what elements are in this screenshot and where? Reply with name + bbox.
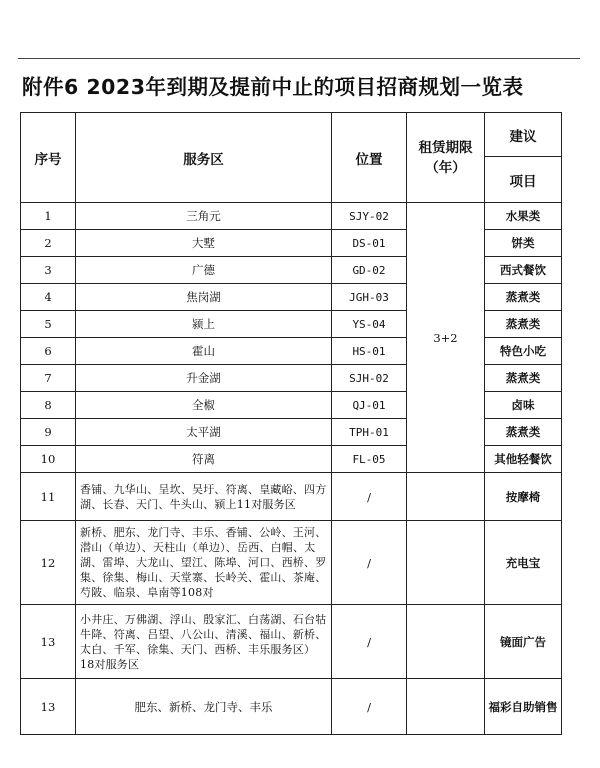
row-location: / bbox=[332, 679, 407, 735]
row-seq: 10 bbox=[21, 446, 76, 473]
row-item: 充电宝 bbox=[485, 521, 562, 605]
row-service-area: 全椒 bbox=[76, 392, 332, 419]
row-service-area: 三角元 bbox=[76, 203, 332, 230]
row-location: SJH-02 bbox=[332, 365, 407, 392]
row-item: 饼类 bbox=[485, 230, 562, 257]
row-item: 蒸煮类 bbox=[485, 365, 562, 392]
row-service-area: 颍上 bbox=[76, 311, 332, 338]
row-seq: 12 bbox=[21, 521, 76, 605]
row-service-area: 肥东、新桥、龙门寺、丰乐 bbox=[76, 679, 332, 735]
row-location: SJY-02 bbox=[332, 203, 407, 230]
table-row bbox=[21, 521, 562, 605]
row-seq: 7 bbox=[21, 365, 76, 392]
row-item: 特色小吃 bbox=[485, 338, 562, 365]
header-service-area: 服务区 bbox=[76, 113, 332, 203]
row-lease-term-empty bbox=[407, 473, 485, 521]
header-seq: 序号 bbox=[21, 113, 76, 203]
row-location: DS-01 bbox=[332, 230, 407, 257]
row-seq: 4 bbox=[21, 284, 76, 311]
row-seq: 8 bbox=[21, 392, 76, 419]
header-lease-term bbox=[407, 113, 485, 203]
row-service-area: 香铺、九华山、呈坎、吴圩、符离、皇藏峪、四方湖、长春、天门、牛头山、颍上11对服务区 bbox=[76, 473, 332, 521]
row-service-area: 小井庄、万佛湖、浮山、殷家汇、白荡湖、石台牯牛降、符离、吕望、八公山、清溪、福山、新桥、太白、千军、徐集、天门、西桥、丰乐服务区）18对服务区 bbox=[76, 605, 332, 679]
row-location: FL-05 bbox=[332, 446, 407, 473]
row-service-area: 新桥、肥东、龙门寺、丰乐、香铺、公岭、王河、潜山（单边）、天柱山（单边）、岳西、白帽、太湖、雷埠、大龙山、望江、陈埠、河口、西桥、罗集、徐集、梅山、天堂寨、长岭关、霍山、茶庵、芍陂、临泉、阜南等108对 bbox=[76, 521, 332, 605]
row-location: HS-01 bbox=[332, 338, 407, 365]
top-rule bbox=[18, 58, 580, 59]
row-service-area: 焦岗湖 bbox=[76, 284, 332, 311]
row-service-area: 太平湖 bbox=[76, 419, 332, 446]
row-location: / bbox=[332, 605, 407, 679]
lease-term-value: 3+2 bbox=[407, 203, 485, 473]
row-seq: 13 bbox=[21, 679, 76, 735]
row-seq: 11 bbox=[21, 473, 76, 521]
row-seq: 2 bbox=[21, 230, 76, 257]
table-row bbox=[21, 679, 562, 735]
row-item: 福彩自助销售 bbox=[485, 679, 562, 735]
row-item: 西式餐饮 bbox=[485, 257, 562, 284]
row-lease-term-empty bbox=[407, 521, 485, 605]
project-table bbox=[20, 112, 562, 735]
row-lease-term-empty bbox=[407, 679, 485, 735]
row-location: JGH-03 bbox=[332, 284, 407, 311]
lease-term-label: 租赁期限（年） bbox=[418, 139, 473, 176]
row-location: GD-02 bbox=[332, 257, 407, 284]
row-item: 卤味 bbox=[485, 392, 562, 419]
row-seq: 3 bbox=[21, 257, 76, 284]
header-item: 项目 bbox=[485, 157, 562, 203]
row-item: 其他轻餐饮 bbox=[485, 446, 562, 473]
row-item: 按摩椅 bbox=[485, 473, 562, 521]
table-row bbox=[21, 473, 562, 521]
row-item: 镜面广告 bbox=[485, 605, 562, 679]
row-service-area: 符离 bbox=[76, 446, 332, 473]
row-seq: 6 bbox=[21, 338, 76, 365]
document-title: 附件6 2023年到期及提前中止的项目招商规划一览表 bbox=[22, 75, 524, 99]
table-row bbox=[21, 605, 562, 679]
row-seq: 9 bbox=[21, 419, 76, 446]
row-location: QJ-01 bbox=[332, 392, 407, 419]
row-location: YS-04 bbox=[332, 311, 407, 338]
table-row bbox=[21, 203, 562, 230]
row-item: 蒸煮类 bbox=[485, 311, 562, 338]
header-recommendation: 建议 bbox=[485, 113, 562, 157]
row-service-area: 大墅 bbox=[76, 230, 332, 257]
row-item: 蒸煮类 bbox=[485, 284, 562, 311]
row-service-area: 霍山 bbox=[76, 338, 332, 365]
row-seq: 13 bbox=[21, 605, 76, 679]
row-location: / bbox=[332, 521, 407, 605]
header-location: 位置 bbox=[332, 113, 407, 203]
row-location: / bbox=[332, 473, 407, 521]
row-seq: 1 bbox=[21, 203, 76, 230]
row-service-area: 广德 bbox=[76, 257, 332, 284]
row-item: 蒸煮类 bbox=[485, 419, 562, 446]
row-lease-term-empty bbox=[407, 605, 485, 679]
row-seq: 5 bbox=[21, 311, 76, 338]
header-row bbox=[21, 113, 562, 157]
row-location: TPH-01 bbox=[332, 419, 407, 446]
row-item: 水果类 bbox=[485, 203, 562, 230]
row-service-area: 升金湖 bbox=[76, 365, 332, 392]
